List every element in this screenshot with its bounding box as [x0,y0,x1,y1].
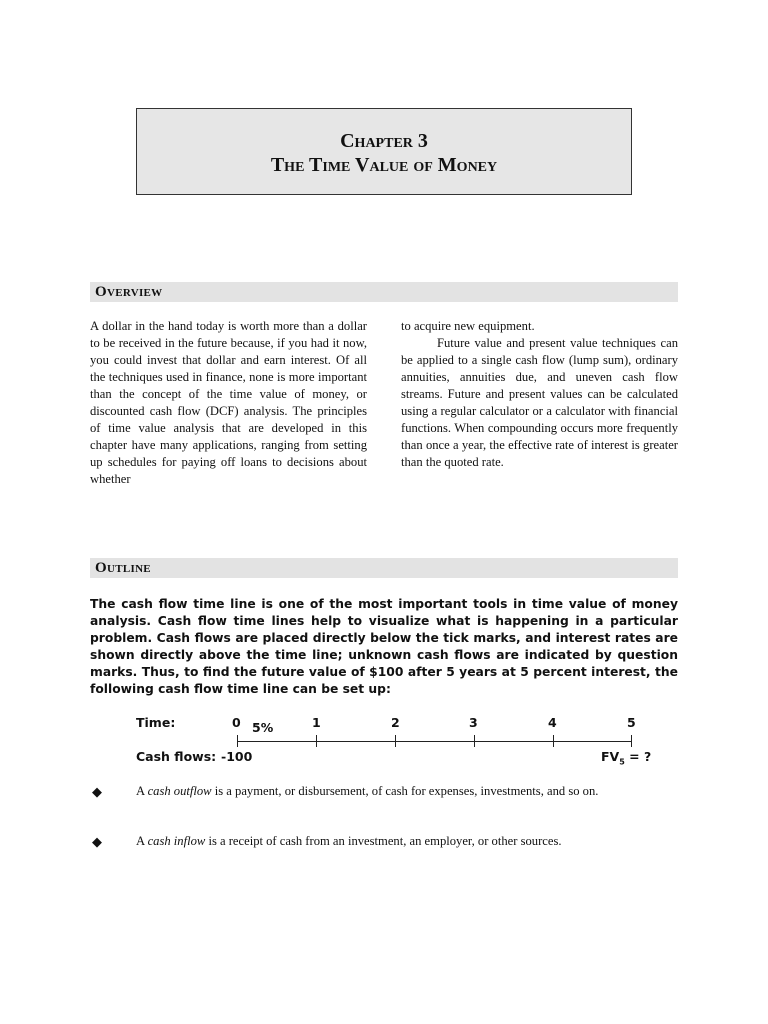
list-item [90,783,678,800]
period-label: 4 [548,715,557,730]
bullet-text: A cash outflow is a payment, or disbursement, of cash for expenses, investments, and so on. [136,784,599,798]
overview-right-text-2: Future value and present value techniques can be applied to a single cash flow (lump sum), ordinary annuities, annuities due, and uneven cash flow streams. Future and present values can be calculated using a regular calculator or a calculator with financial functions. When compounding occurs more frequently than once a year, the effective rate of interest is greater than the quoted rate. [401,336,678,469]
period-label: 0 [232,715,241,730]
overview-heading: Overview [90,282,678,302]
timeline-axis [237,741,632,742]
overview-right-text-1: to acquire new equipment. [401,319,535,333]
bullet-text: A cash inflow is a receipt of cash from an investment, an employer, or other sources. [136,834,562,848]
fv-subscript: 5 [619,757,625,767]
outline-heading: Outline [90,558,678,578]
overview-left-text: A dollar in the hand today is worth more than a dollar to be received in the future because, if you had it now, you could invest that dollar and earn interest. Of all the techniques used in finance, none is more important than the concept of the time value of money, or discounted cash flow (DCF) analysis. The principles of time value analysis that are developed in this chapter have many applications, ranging from setting up schedules for paying off loans to decisions about whether [90,319,367,486]
timeline-tick [631,735,632,747]
fv-main: FV [601,749,620,764]
chapter-title: The Time Value of Money [270,154,498,176]
list-item [90,833,678,850]
period-label: 5 [627,715,636,730]
future-value-label [601,749,651,767]
diamond-bullet-icon: ◆ [92,784,102,799]
period-label: 1 [312,715,321,730]
initial-cash-flow: -100 [221,749,253,764]
timeline-tick [237,735,238,747]
timeline-tick [553,735,554,747]
period-label: 3 [469,715,478,730]
diamond-bullet-icon: ◆ [92,834,102,849]
timeline-tick [474,735,475,747]
chapter-number: Chapter 3 [340,130,428,152]
term-cash-inflow: cash inflow [147,834,206,848]
period-label: 2 [391,715,400,730]
term-cash-outflow: cash outflow [147,784,212,798]
overview-left-column [90,318,367,488]
time-label: Time: [136,715,176,730]
outline-intro: The cash flow time line is one of the most important tools in time value of money analysis. Cash flow time lines help to visualize what is happening in a particular problem. Cash flows are placed directly below the tick marks, and interest rates are shown directly above the time line; unknown cash flows are indicated by question marks. Thus, to find the future value of $100 after 5 years at 5 percent interest, the following cash flow time line can be set up: [90,597,678,696]
timeline-tick [395,735,396,747]
timeline-tick [316,735,317,747]
chapter-title-box [136,108,632,195]
interest-rate-label: 5% [252,720,274,735]
cash-flows-label: Cash flows: [136,749,217,764]
overview-right-column [401,318,678,471]
fv-rest: = ? [624,749,652,764]
